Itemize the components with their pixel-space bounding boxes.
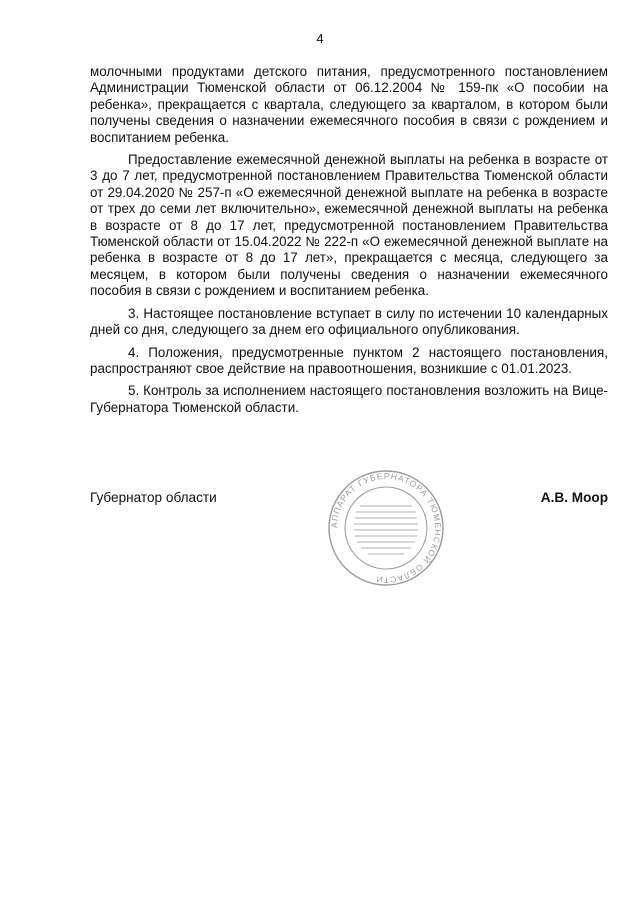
signature-block — [90, 468, 608, 588]
page-number: 4 — [316, 31, 324, 46]
paragraph-clause-3: 3. Настоящее постановление вступает в силу по истечении 10 календарных дней со дня, следующего за днем его официального опубликования. — [90, 305, 608, 338]
paragraph-continuation: молочными продуктами детского питания, предусмотренного постановлением Администрации Тюменской области от 06.12.2004 № 159-пк «О пособии на ребенка», прекращается с квартала, следующего за кварталом, в котором были получены сведения о назначении ежемесячного пособия в связи с рождением и воспитанием ребенка. — [90, 64, 608, 145]
paragraph-clause-4: 4. Положения, предусмотренные пунктом 2 настоящего постановления, распространяют свое действие на правоотношения, возникшие с 01.01.2023. — [90, 344, 608, 376]
seal-ring-text: АППАРАТ ГУБЕРНАТОРА ТЮМЕНСКОЙ ОБЛАСТИ — [328, 470, 444, 586]
official-seal — [326, 468, 446, 588]
signer-title: Губернатор области — [90, 490, 217, 505]
paragraph-monthly-payment: Предоставление ежемесячной денежной выплаты на ребенка в возрасте от 3 до 7 лет, предусмотренной постановлением Правительства Тюменской области от 29.04.2020 № 257-п «О ежемесячной денежной выплате на ребенка в возрасте от трех до семи лет включительно», ежемесячной денежной выплаты на ребенка в возрасте от 8 до 17 лет, предусмотренной постановлением Правительства Тюменской области от 15.04.2022 № 222-п «О ежемесячной денежной выплате на ребенка в возрасте от 8 до 17 лет», прекращается с месяца, следующего за месяцем, в котором были получены сведения о назначении ежемесячного пособия в связи с рождением и воспитанием ребенка. — [90, 152, 608, 299]
document-body — [90, 64, 608, 422]
signer-name: А.В. Моор — [540, 490, 608, 505]
paragraph-clause-5: 5. Контроль за исполнением настоящего постановления возложить на Вице-Губернатора Тюменской области. — [90, 383, 608, 415]
